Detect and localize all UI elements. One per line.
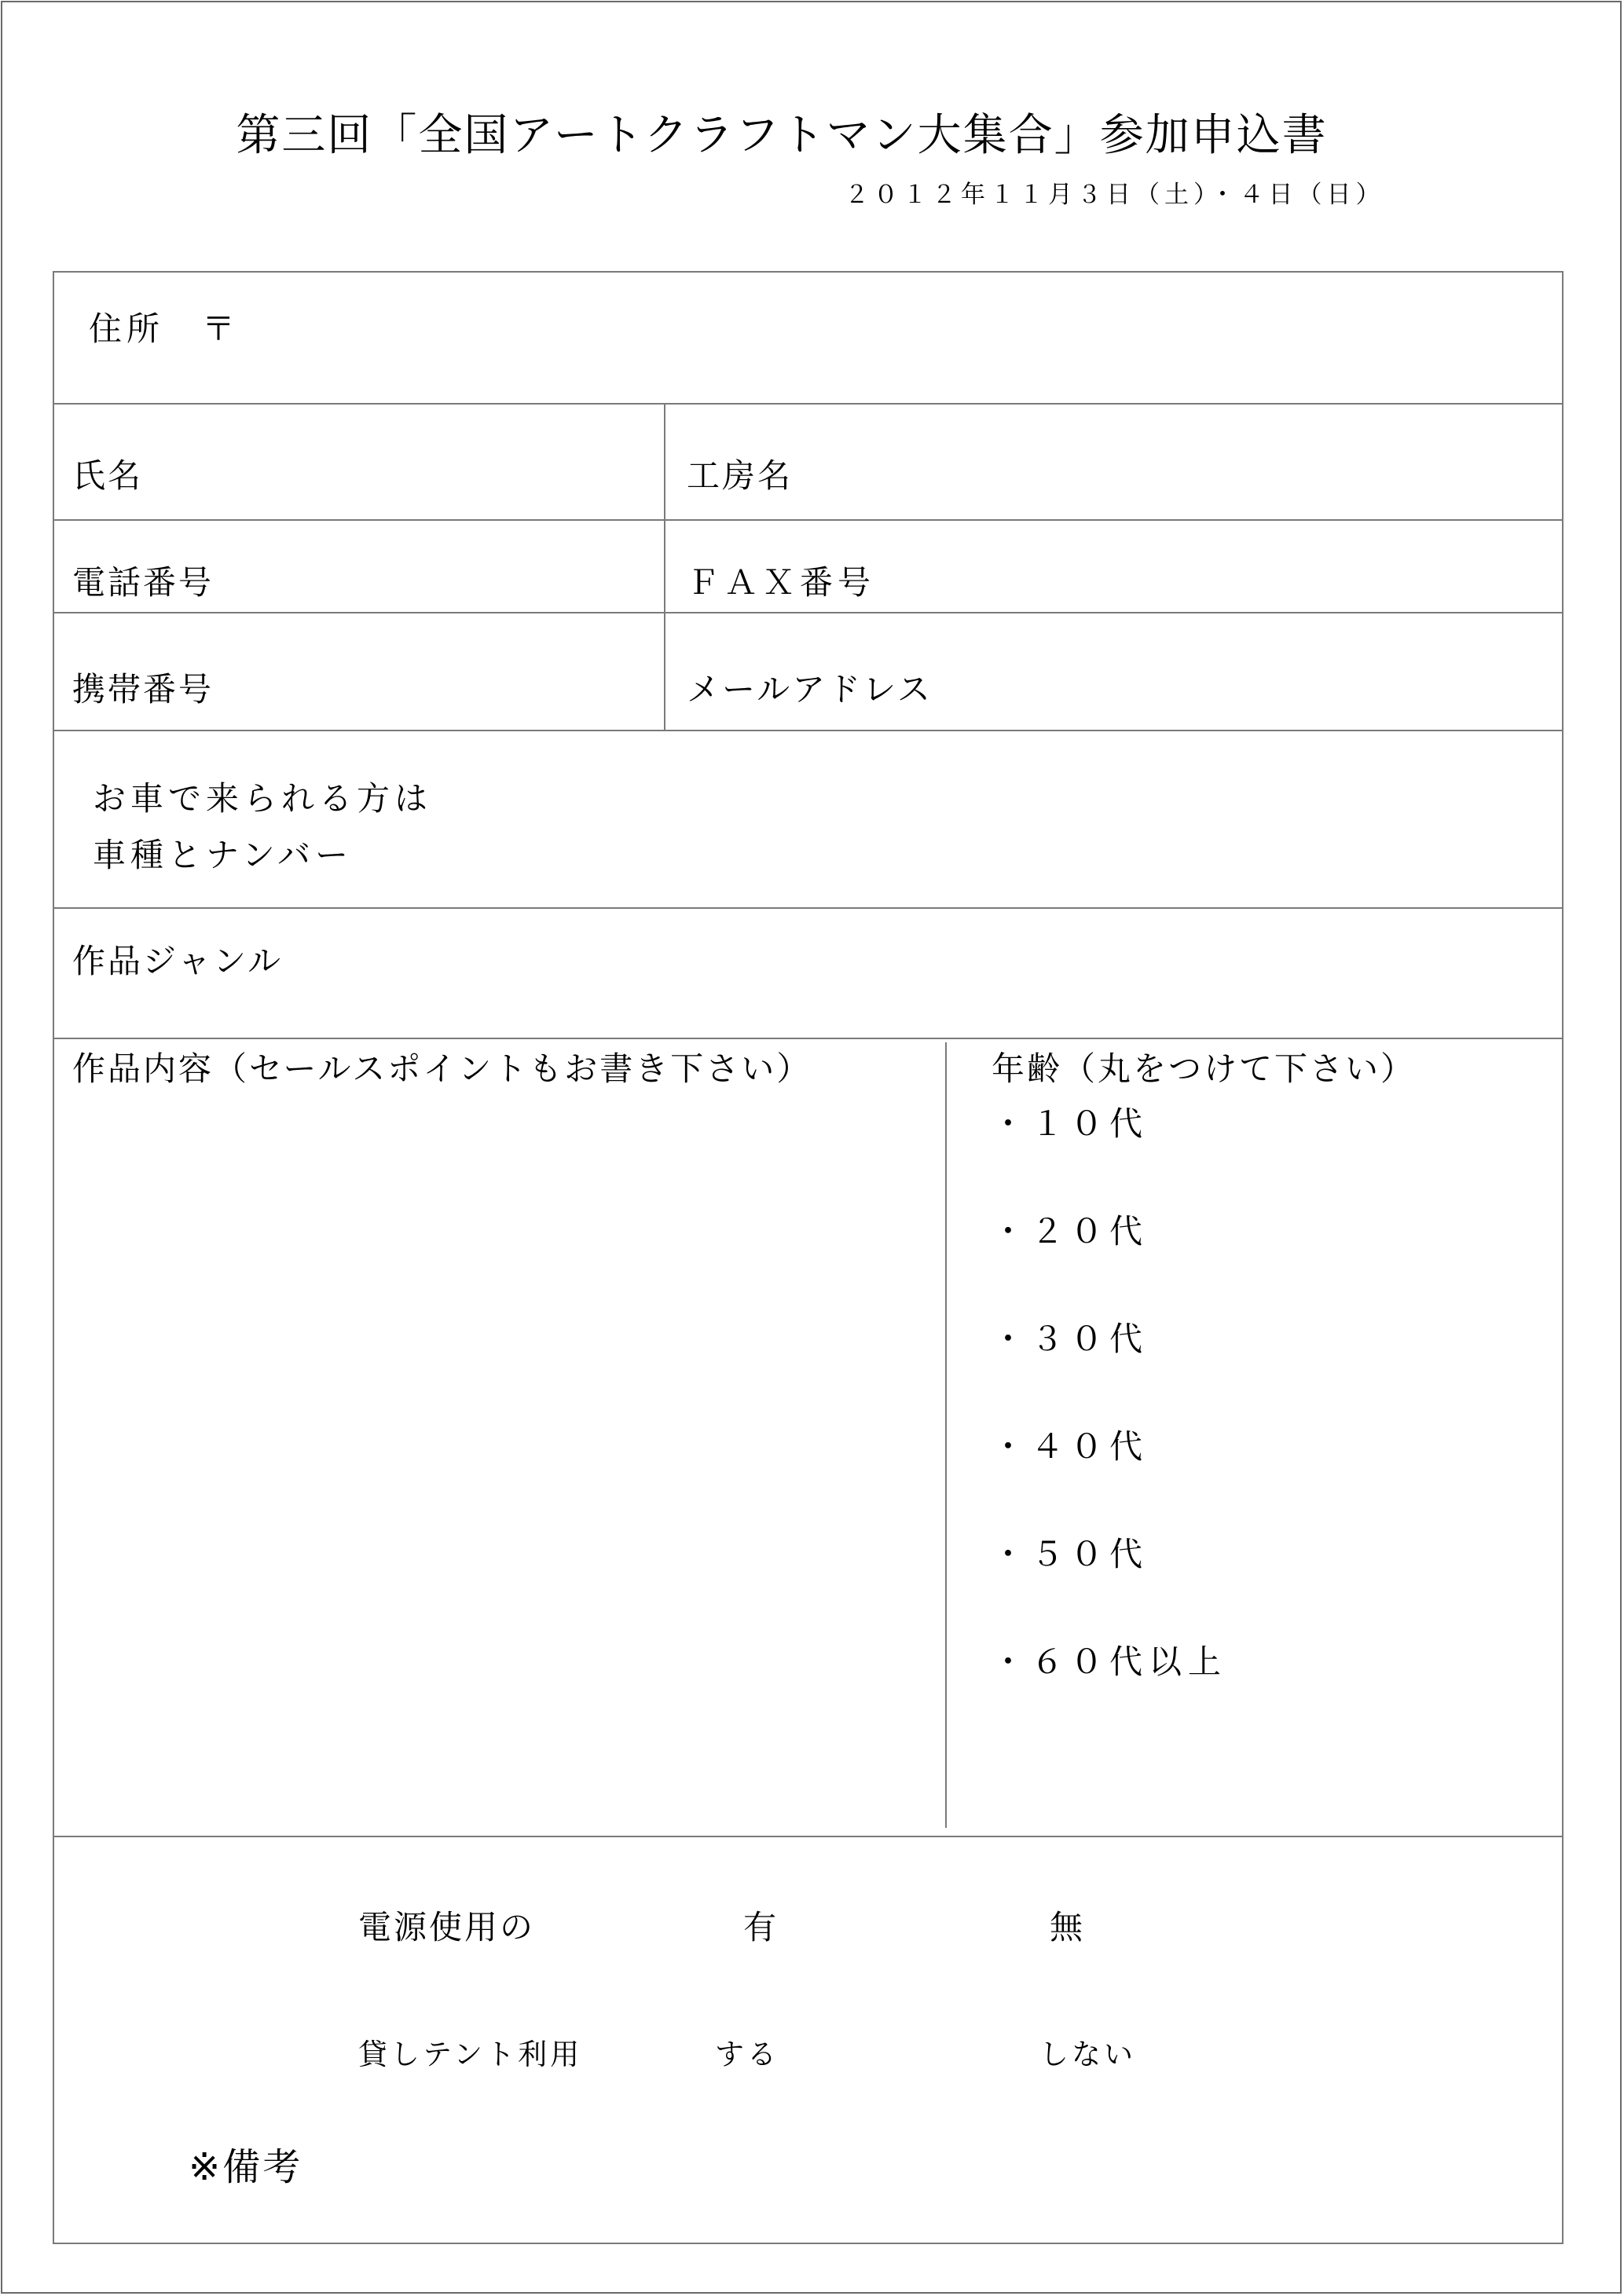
age-option-30s[interactable]: ・３０代 xyxy=(992,1320,1149,1358)
mobile-field[interactable]: 携帯番号 xyxy=(72,670,214,709)
divider-address xyxy=(53,403,1564,405)
page-title: 第三回「全国アートクラフトマン大集合」参加申込書 xyxy=(236,110,1328,161)
phone-field[interactable]: 電話番号 xyxy=(72,563,214,602)
divider-content xyxy=(53,1836,1564,1837)
genre-field[interactable]: 作品ジャンル xyxy=(72,942,284,980)
age-option-60s-plus[interactable]: ・６０代以上 xyxy=(992,1642,1228,1681)
divider-phone xyxy=(53,612,1564,613)
power-yes-option[interactable]: 有 xyxy=(743,1908,779,1946)
power-no-option[interactable]: 無 xyxy=(1050,1908,1086,1946)
divider-mobile xyxy=(53,730,1564,731)
divider-car xyxy=(53,907,1564,909)
address-field[interactable]: 住所 〒 xyxy=(89,309,240,348)
column-divider-contact xyxy=(664,403,665,730)
age-option-20s[interactable]: ・２０代 xyxy=(992,1212,1149,1251)
tent-rental-label: 貸しテント利用 xyxy=(358,2038,583,2071)
divider-name xyxy=(53,519,1564,521)
power-usage-label: 電源使用の xyxy=(358,1908,536,1946)
age-option-50s[interactable]: ・５０代 xyxy=(992,1535,1149,1573)
content-field[interactable]: 作品内容（セールスポイントもお書き下さい） xyxy=(72,1049,812,1088)
fax-field[interactable]: ＦＡＸ番号 xyxy=(687,563,876,602)
remarks-field[interactable]: ※備考 xyxy=(189,2145,303,2189)
car-field[interactable]: 車種とナンバー xyxy=(93,836,353,874)
tent-no-option[interactable]: しない xyxy=(1039,2038,1136,2071)
name-field[interactable]: 氏名 xyxy=(72,456,144,495)
email-field[interactable]: メールアドレス xyxy=(687,670,933,709)
column-divider-age xyxy=(945,1042,947,1828)
tent-yes-option[interactable]: する xyxy=(715,2038,779,2071)
divider-genre xyxy=(53,1038,1564,1039)
age-option-10s[interactable]: ・１０代 xyxy=(992,1104,1149,1143)
workshop-name-field[interactable]: 工房名 xyxy=(687,456,794,495)
event-date: ２０１２年１１月３日（土）・４日（日） xyxy=(845,181,1385,209)
age-option-40s[interactable]: ・４０代 xyxy=(992,1427,1149,1466)
car-label-line1: お車で来られる方は xyxy=(93,779,433,818)
age-label: 年齢（丸をつけて下さい） xyxy=(992,1049,1417,1088)
